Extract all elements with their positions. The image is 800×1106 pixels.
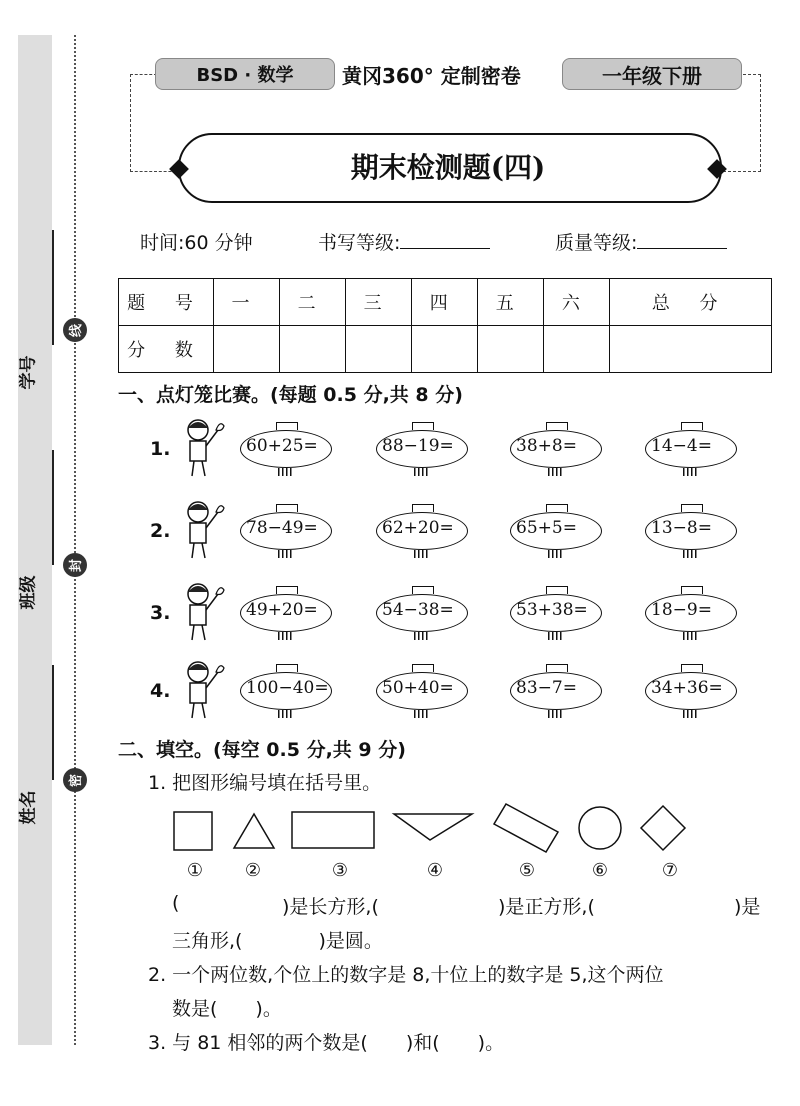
score-header-cell: 六: [544, 279, 610, 326]
lantern-tassel: [278, 468, 294, 476]
shape-label: ④: [426, 860, 444, 881]
lantern-equation: 65+5=: [516, 518, 577, 538]
lantern-tassel: [683, 550, 699, 558]
triangle-shape: [234, 814, 274, 848]
lantern-tassel: [548, 550, 564, 558]
lantern-cap: [276, 504, 298, 512]
lantern-equation: 54−38=: [382, 600, 454, 620]
shapes-figure: [168, 800, 708, 860]
lantern-row-number: 1.: [150, 438, 171, 460]
lantern-tassel: [414, 632, 430, 640]
shape-label: ③: [331, 860, 349, 881]
lantern-equation: 78−49=: [246, 518, 318, 538]
grade-pill: 一年级下册: [562, 58, 742, 90]
lantern-equation: 34+36=: [651, 678, 723, 698]
square-shape: [174, 812, 212, 850]
lantern-item[interactable]: [376, 430, 470, 470]
quality-grade: [555, 228, 727, 255]
lantern-item[interactable]: [510, 512, 604, 552]
lantern-equation: 14−4=: [651, 436, 712, 456]
lantern-row-number: 3.: [150, 602, 171, 624]
lantern-tassel: [414, 710, 430, 718]
child-illustration: [178, 580, 226, 644]
seal-seal-badge: 封: [63, 553, 87, 577]
diamond-square-shape: [641, 806, 685, 850]
score-cell[interactable]: [610, 326, 772, 373]
lantern-equation: 62+20=: [382, 518, 454, 538]
name-label: 姓名: [18, 790, 39, 825]
quality-grade-label: 质量等级:: [555, 232, 638, 254]
section1-title: 一、点灯笼比赛。(每题 0.5 分,共 8 分): [118, 384, 463, 406]
lantern-item[interactable]: [240, 672, 334, 712]
lantern-item[interactable]: [645, 430, 739, 470]
lantern-equation: 50+40=: [382, 678, 454, 698]
lantern-cap: [681, 586, 703, 594]
lantern-tassel: [683, 632, 699, 640]
lantern-tassel: [683, 710, 699, 718]
lantern-cap: [276, 586, 298, 594]
child-illustration: [178, 658, 226, 722]
lantern-tassel: [548, 632, 564, 640]
q1-answer-paren: (: [172, 892, 180, 914]
lantern-item[interactable]: [240, 512, 334, 552]
lantern-tassel: [278, 632, 294, 640]
lantern-equation: 83−7=: [516, 678, 577, 698]
lantern-equation: 38+8=: [516, 436, 577, 456]
score-header-cell: 一: [214, 279, 280, 326]
lantern-tassel: [278, 710, 294, 718]
lantern-cap: [412, 664, 434, 672]
lantern-cap: [681, 422, 703, 430]
lantern-cap: [412, 422, 434, 430]
lantern-equation: 13−8=: [651, 518, 712, 538]
lantern-cap: [546, 664, 568, 672]
student-id-label: 学号: [18, 355, 39, 390]
child-illustration: [178, 498, 226, 562]
lantern-cap: [681, 504, 703, 512]
student-id-line: [52, 230, 54, 345]
score-cell[interactable]: [544, 326, 610, 373]
circle-shape: [579, 807, 621, 849]
lantern-tassel: [414, 550, 430, 558]
rectangle-shape: [292, 812, 374, 848]
lantern-equation: 100−40=: [246, 678, 329, 698]
score-cell[interactable]: [214, 326, 280, 373]
writing-grade: [318, 228, 490, 255]
lantern-tassel: [278, 550, 294, 558]
score-header-cell: 题 号: [119, 279, 214, 326]
lantern-item[interactable]: [240, 594, 334, 634]
score-table: [118, 278, 772, 373]
q3-text: 3. 与 81 相邻的两个数是( )和( )。: [148, 1032, 505, 1054]
lantern-tassel: [683, 468, 699, 476]
score-header-cell: 总 分: [610, 279, 772, 326]
q1-answer-square: )是正方形,(: [498, 896, 595, 918]
lantern-cap: [276, 664, 298, 672]
writing-grade-label: 书写等级:: [318, 232, 401, 254]
score-cell[interactable]: [478, 326, 544, 373]
q1-text: 1. 把图形编号填在括号里。: [148, 772, 382, 794]
lantern-equation: 53+38=: [516, 600, 588, 620]
score-header-cell: 四: [412, 279, 478, 326]
lantern-tassel: [414, 468, 430, 476]
lantern-equation: 18−9=: [651, 600, 712, 620]
shape-label: ⑥: [591, 860, 609, 881]
score-header-cell: 五: [478, 279, 544, 326]
score-header-row: [119, 279, 772, 326]
q1-answer-rect: )是长方形,(: [282, 896, 379, 918]
lantern-equation: 60+25=: [246, 436, 318, 456]
quality-grade-blank[interactable]: [637, 228, 727, 249]
score-row-label: 分 数: [119, 326, 214, 373]
subject-pill: BSD · 数学: [155, 58, 335, 90]
lantern-item[interactable]: [240, 430, 334, 470]
seal-close-badge: 密: [63, 768, 87, 792]
score-cell[interactable]: [280, 326, 346, 373]
writing-grade-blank[interactable]: [400, 228, 490, 249]
q2-line1: 2. 一个两位数,个位上的数字是 8,十位上的数字是 5,这个两位: [148, 964, 664, 986]
lantern-tassel: [548, 710, 564, 718]
lantern-cap: [681, 664, 703, 672]
lantern-item[interactable]: [510, 672, 604, 712]
score-cell[interactable]: [412, 326, 478, 373]
q1-line2: 三角形,( )是圆。: [172, 930, 383, 952]
cut-line: [74, 35, 76, 1045]
lantern-cap: [546, 586, 568, 594]
lantern-row-number: 2.: [150, 520, 171, 542]
lantern-item[interactable]: [645, 512, 739, 552]
lantern-item[interactable]: [510, 430, 604, 470]
shape-label: ②: [244, 860, 262, 881]
lantern-item[interactable]: [645, 672, 739, 712]
score-header-cell: 三: [346, 279, 412, 326]
name-line: [52, 665, 54, 780]
lantern-cap: [276, 422, 298, 430]
page-title: 期末检测题(四): [350, 151, 546, 184]
lantern-row-number: 4.: [150, 680, 171, 702]
lantern-equation: 88−19=: [382, 436, 454, 456]
shape-label: ⑤: [518, 860, 536, 881]
brand-text: 黄冈360° 定制密卷: [342, 64, 521, 88]
lantern-cap: [546, 504, 568, 512]
shape-label: ⑦: [661, 860, 679, 881]
tilted-rectangle-shape: [494, 804, 558, 852]
lantern-cap: [412, 504, 434, 512]
q2-line2: 数是( )。: [172, 998, 282, 1020]
score-header-cell: 二: [280, 279, 346, 326]
time-info: 时间:60 分钟: [140, 232, 253, 254]
lantern-item[interactable]: [510, 594, 604, 634]
class-label: 班级: [18, 575, 39, 610]
score-cell[interactable]: [346, 326, 412, 373]
section2-title: 二、填空。(每空 0.5 分,共 9 分): [118, 739, 406, 761]
lantern-item[interactable]: [376, 512, 470, 552]
q1-answer-tri: )是: [734, 896, 761, 918]
binding-strip: [18, 35, 52, 1045]
lantern-item[interactable]: [376, 594, 470, 634]
lantern-tassel: [548, 468, 564, 476]
right-triangle-shape: [394, 814, 472, 840]
score-value-row: [119, 326, 772, 373]
lantern-item[interactable]: [645, 594, 739, 634]
class-line: [52, 450, 54, 565]
shape-label: ①: [186, 860, 204, 881]
lantern-equation: 49+20=: [246, 600, 318, 620]
lantern-item[interactable]: [376, 672, 470, 712]
child-illustration: [178, 416, 226, 480]
seal-line-badge: 线: [63, 318, 87, 342]
lantern-cap: [546, 422, 568, 430]
lantern-cap: [412, 586, 434, 594]
